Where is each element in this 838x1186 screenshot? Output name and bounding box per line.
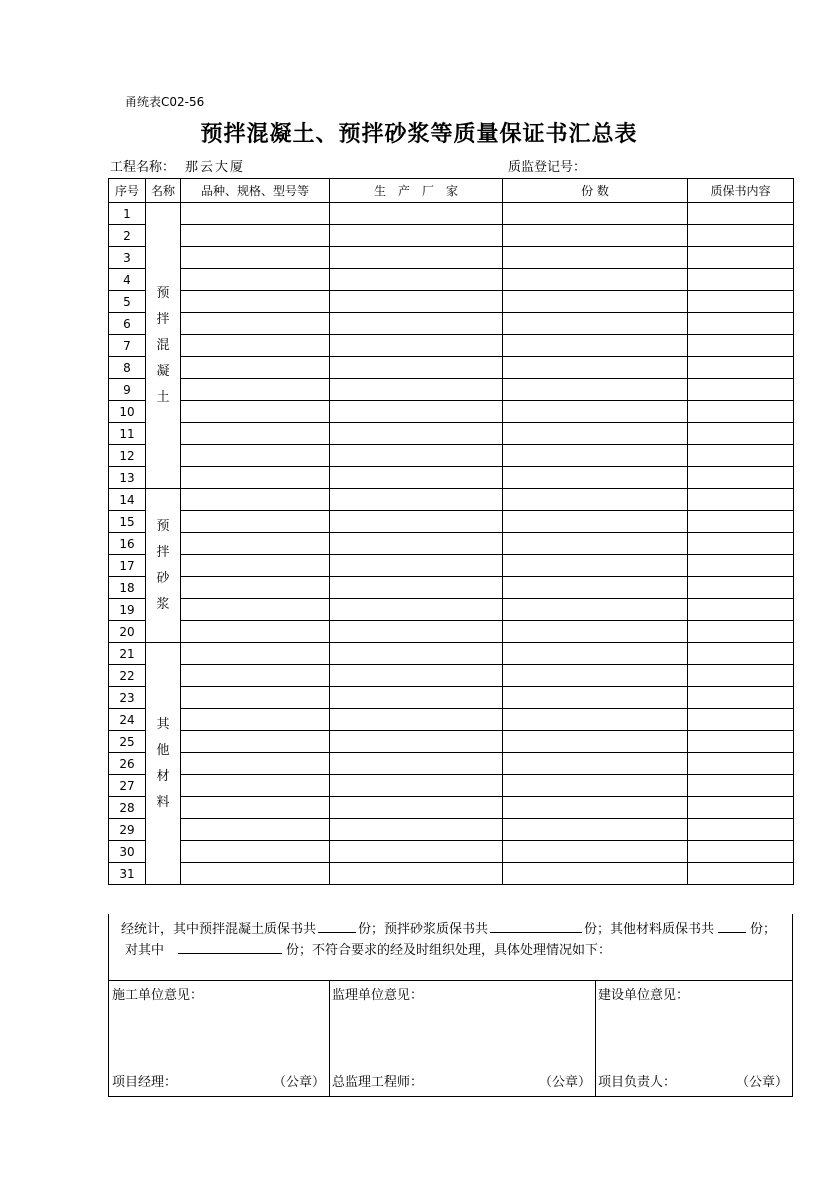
copies-cell[interactable] bbox=[503, 423, 688, 445]
mortar-count-blank[interactable] bbox=[490, 918, 582, 933]
table-row bbox=[109, 335, 794, 357]
spec-cell[interactable] bbox=[181, 335, 330, 357]
copies-cell[interactable] bbox=[503, 489, 688, 511]
copies-cell[interactable] bbox=[503, 533, 688, 555]
row-number: 11 bbox=[109, 423, 146, 445]
row-number: 15 bbox=[109, 511, 146, 533]
content-cell[interactable] bbox=[688, 863, 794, 885]
copies-cell[interactable] bbox=[503, 577, 688, 599]
nonconforming-count-blank[interactable] bbox=[178, 939, 282, 954]
table-row bbox=[109, 709, 794, 731]
owner-opinion-box[interactable] bbox=[595, 981, 792, 1096]
material-group-name bbox=[146, 643, 181, 885]
manufacturer-cell[interactable] bbox=[330, 841, 503, 863]
copies-cell[interactable] bbox=[503, 863, 688, 885]
manufacturer-cell[interactable] bbox=[330, 335, 503, 357]
content-cell[interactable] bbox=[688, 291, 794, 313]
table-row bbox=[109, 731, 794, 753]
manufacturer-cell[interactable] bbox=[330, 819, 503, 841]
spec-cell[interactable] bbox=[181, 313, 330, 335]
table-row bbox=[109, 313, 794, 335]
table-row bbox=[109, 357, 794, 379]
group-name-char: 凝 bbox=[156, 363, 170, 379]
row-number: 21 bbox=[109, 643, 146, 665]
manufacturer-cell[interactable] bbox=[330, 533, 503, 555]
spec-cell[interactable] bbox=[181, 555, 330, 577]
material-group-name bbox=[146, 489, 181, 643]
spec-cell[interactable] bbox=[181, 753, 330, 775]
row-number: 24 bbox=[109, 709, 146, 731]
supervision-seal: （公章） bbox=[538, 1075, 591, 1090]
project-name-row bbox=[110, 156, 245, 175]
registration-number-label: 质监登记号： bbox=[508, 160, 587, 175]
spec-cell[interactable] bbox=[181, 621, 330, 643]
table-header-row bbox=[109, 179, 794, 203]
spec-cell[interactable] bbox=[181, 401, 330, 423]
row-number: 12 bbox=[109, 445, 146, 467]
manufacturer-cell[interactable] bbox=[330, 489, 503, 511]
content-cell[interactable] bbox=[688, 489, 794, 511]
spec-cell[interactable] bbox=[181, 467, 330, 489]
copies-cell[interactable] bbox=[503, 291, 688, 313]
table-row bbox=[109, 269, 794, 291]
row-number: 20 bbox=[109, 621, 146, 643]
spec-cell[interactable] bbox=[181, 291, 330, 313]
table-row bbox=[109, 797, 794, 819]
manufacturer-cell[interactable] bbox=[330, 401, 503, 423]
copies-cell[interactable] bbox=[503, 247, 688, 269]
spec-cell[interactable] bbox=[181, 225, 330, 247]
content-cell[interactable] bbox=[688, 841, 794, 863]
statistics-line-2: 对其中 份；不符合要求的经及时组织处理，具体处理情况如下： bbox=[125, 939, 611, 958]
content-cell[interactable] bbox=[688, 819, 794, 841]
manufacturer-cell[interactable] bbox=[330, 775, 503, 797]
table-row bbox=[109, 819, 794, 841]
content-cell[interactable] bbox=[688, 467, 794, 489]
table-row bbox=[109, 511, 794, 533]
other-count-blank[interactable] bbox=[718, 918, 746, 933]
row-number: 4 bbox=[109, 269, 146, 291]
group-name-char: 预 bbox=[156, 285, 170, 301]
manufacturer-cell[interactable] bbox=[330, 511, 503, 533]
row-number: 10 bbox=[109, 401, 146, 423]
row-number: 22 bbox=[109, 665, 146, 687]
row-number: 28 bbox=[109, 797, 146, 819]
content-cell[interactable] bbox=[688, 753, 794, 775]
spec-cell[interactable] bbox=[181, 863, 330, 885]
content-cell[interactable] bbox=[688, 687, 794, 709]
row-number: 13 bbox=[109, 467, 146, 489]
manufacturer-cell[interactable] bbox=[330, 467, 503, 489]
row-number: 30 bbox=[109, 841, 146, 863]
manufacturer-cell[interactable] bbox=[330, 445, 503, 467]
manufacturer-cell[interactable] bbox=[330, 709, 503, 731]
manufacturer-cell[interactable] bbox=[330, 577, 503, 599]
copies-cell[interactable] bbox=[503, 731, 688, 753]
content-cell[interactable] bbox=[688, 533, 794, 555]
spec-cell[interactable] bbox=[181, 665, 330, 687]
table-row bbox=[109, 775, 794, 797]
copies-cell[interactable] bbox=[503, 643, 688, 665]
project-name-value: 那云大厦 bbox=[185, 160, 246, 175]
table-row bbox=[109, 687, 794, 709]
content-cell[interactable] bbox=[688, 203, 794, 225]
manufacturer-cell[interactable] bbox=[330, 291, 503, 313]
manufacturer-cell[interactable] bbox=[330, 687, 503, 709]
spec-cell[interactable] bbox=[181, 511, 330, 533]
table-row bbox=[109, 555, 794, 577]
manufacturer-cell[interactable] bbox=[330, 797, 503, 819]
table-row bbox=[109, 379, 794, 401]
table-row bbox=[109, 533, 794, 555]
group-name-char: 拌 bbox=[156, 311, 170, 327]
table-row bbox=[109, 863, 794, 885]
spec-cell[interactable] bbox=[181, 445, 330, 467]
row-number: 8 bbox=[109, 357, 146, 379]
content-cell[interactable] bbox=[688, 599, 794, 621]
document-code: 甬统表C02-56 bbox=[125, 95, 205, 109]
chief-supervisor-label: 总监理工程师： bbox=[332, 1075, 424, 1090]
copies-cell[interactable] bbox=[503, 269, 688, 291]
statistics-line-1: 经统计，其中预拌混凝土质保书共 份；预拌砂浆质保书共 份；其他材料质保书共 份； bbox=[121, 918, 776, 937]
material-group-name bbox=[146, 203, 181, 489]
row-number: 5 bbox=[109, 291, 146, 313]
manufacturer-cell[interactable] bbox=[330, 225, 503, 247]
row-number: 27 bbox=[109, 775, 146, 797]
group-name-char: 预 bbox=[156, 518, 170, 534]
spec-cell[interactable] bbox=[181, 797, 330, 819]
row-number: 14 bbox=[109, 489, 146, 511]
copies-cell[interactable] bbox=[503, 709, 688, 731]
spec-cell[interactable] bbox=[181, 533, 330, 555]
manufacturer-cell[interactable] bbox=[330, 643, 503, 665]
table-row bbox=[109, 225, 794, 247]
manufacturer-cell[interactable] bbox=[330, 731, 503, 753]
content-cell[interactable] bbox=[688, 423, 794, 445]
manufacturer-cell[interactable] bbox=[330, 379, 503, 401]
content-cell[interactable] bbox=[688, 709, 794, 731]
header-spec: 品种、规格、型号等 bbox=[181, 179, 330, 203]
row-number: 31 bbox=[109, 863, 146, 885]
content-cell[interactable] bbox=[688, 797, 794, 819]
content-cell[interactable] bbox=[688, 511, 794, 533]
group-name-char: 材 bbox=[156, 768, 170, 784]
table-row bbox=[109, 247, 794, 269]
manufacturer-cell[interactable] bbox=[330, 863, 503, 885]
manufacturer-cell[interactable] bbox=[330, 247, 503, 269]
spec-cell[interactable] bbox=[181, 357, 330, 379]
row-number: 23 bbox=[109, 687, 146, 709]
construction-seal: （公章） bbox=[272, 1075, 325, 1090]
spec-cell[interactable] bbox=[181, 643, 330, 665]
row-number: 1 bbox=[109, 203, 146, 225]
signature-section bbox=[108, 980, 793, 1097]
copies-cell[interactable] bbox=[503, 797, 688, 819]
content-cell[interactable] bbox=[688, 247, 794, 269]
copies-cell[interactable] bbox=[503, 445, 688, 467]
table-row bbox=[109, 291, 794, 313]
summary-table bbox=[108, 178, 794, 885]
spec-cell[interactable] bbox=[181, 379, 330, 401]
group-name-char: 砂 bbox=[156, 570, 170, 586]
row-number: 26 bbox=[109, 753, 146, 775]
copies-cell[interactable] bbox=[503, 335, 688, 357]
content-cell[interactable] bbox=[688, 555, 794, 577]
table-row bbox=[109, 203, 794, 225]
header-manufacturer: 生 产 厂 家 bbox=[330, 179, 503, 203]
supervision-opinion-label: 监理单位意见： bbox=[332, 988, 424, 1003]
manufacturer-cell[interactable] bbox=[330, 555, 503, 577]
copies-cell[interactable] bbox=[503, 665, 688, 687]
spec-cell[interactable] bbox=[181, 841, 330, 863]
group-name-char: 其 bbox=[156, 716, 170, 732]
header-content: 质保书内容 bbox=[688, 179, 794, 203]
content-cell[interactable] bbox=[688, 335, 794, 357]
copies-cell[interactable] bbox=[503, 555, 688, 577]
group-name-char: 他 bbox=[156, 742, 170, 758]
copies-cell[interactable] bbox=[503, 621, 688, 643]
copies-cell[interactable] bbox=[503, 379, 688, 401]
table-row bbox=[109, 665, 794, 687]
page-title: 预拌混凝土、预拌砂浆等质量保证书汇总表 bbox=[200, 122, 638, 147]
content-cell[interactable] bbox=[688, 445, 794, 467]
spec-cell[interactable] bbox=[181, 599, 330, 621]
spec-cell[interactable] bbox=[181, 247, 330, 269]
content-cell[interactable] bbox=[688, 313, 794, 335]
copies-cell[interactable] bbox=[503, 511, 688, 533]
content-cell[interactable] bbox=[688, 775, 794, 797]
row-number: 25 bbox=[109, 731, 146, 753]
spec-cell[interactable] bbox=[181, 687, 330, 709]
spec-cell[interactable] bbox=[181, 709, 330, 731]
content-cell[interactable] bbox=[688, 225, 794, 247]
table-row bbox=[109, 841, 794, 863]
row-number: 17 bbox=[109, 555, 146, 577]
content-cell[interactable] bbox=[688, 357, 794, 379]
spec-cell[interactable] bbox=[181, 819, 330, 841]
statistics-section bbox=[108, 914, 793, 981]
content-cell[interactable] bbox=[688, 401, 794, 423]
table-row bbox=[109, 599, 794, 621]
project-leader-label: 项目负责人： bbox=[598, 1075, 677, 1090]
content-cell[interactable] bbox=[688, 577, 794, 599]
manufacturer-cell[interactable] bbox=[330, 665, 503, 687]
row-number: 16 bbox=[109, 533, 146, 555]
concrete-count-blank[interactable] bbox=[318, 918, 356, 933]
spec-cell[interactable] bbox=[181, 577, 330, 599]
owner-seal: （公章） bbox=[735, 1075, 788, 1090]
table-row bbox=[109, 753, 794, 775]
row-number: 18 bbox=[109, 577, 146, 599]
supervision-opinion-box[interactable] bbox=[329, 981, 596, 1096]
row-number: 9 bbox=[109, 379, 146, 401]
copies-cell[interactable] bbox=[503, 599, 688, 621]
content-cell[interactable] bbox=[688, 621, 794, 643]
row-number: 2 bbox=[109, 225, 146, 247]
header-name: 名称 bbox=[146, 179, 181, 203]
copies-cell[interactable] bbox=[503, 203, 688, 225]
table-row bbox=[109, 643, 794, 665]
copies-cell[interactable] bbox=[503, 753, 688, 775]
group-name-char: 料 bbox=[156, 794, 170, 810]
copies-cell[interactable] bbox=[503, 313, 688, 335]
copies-cell[interactable] bbox=[503, 819, 688, 841]
content-cell[interactable] bbox=[688, 643, 794, 665]
copies-cell[interactable] bbox=[503, 467, 688, 489]
manufacturer-cell[interactable] bbox=[330, 423, 503, 445]
spec-cell[interactable] bbox=[181, 203, 330, 225]
manufacturer-cell[interactable] bbox=[330, 621, 503, 643]
content-cell[interactable] bbox=[688, 731, 794, 753]
copies-cell[interactable] bbox=[503, 225, 688, 247]
row-number: 6 bbox=[109, 313, 146, 335]
manufacturer-cell[interactable] bbox=[330, 269, 503, 291]
table-row bbox=[109, 577, 794, 599]
construction-opinion-box[interactable] bbox=[109, 981, 330, 1096]
spec-cell[interactable] bbox=[181, 269, 330, 291]
spec-cell[interactable] bbox=[181, 731, 330, 753]
copies-cell[interactable] bbox=[503, 401, 688, 423]
spec-cell[interactable] bbox=[181, 423, 330, 445]
project-manager-label: 项目经理： bbox=[112, 1075, 178, 1090]
row-number: 19 bbox=[109, 599, 146, 621]
row-number: 3 bbox=[109, 247, 146, 269]
header-copies: 份 数 bbox=[503, 179, 688, 203]
table-row bbox=[109, 621, 794, 643]
table-row bbox=[109, 423, 794, 445]
copies-cell[interactable] bbox=[503, 775, 688, 797]
project-name-label: 工程名称： bbox=[110, 160, 176, 175]
construction-opinion-label: 施工单位意见： bbox=[112, 988, 204, 1003]
table-row bbox=[109, 445, 794, 467]
spec-cell[interactable] bbox=[181, 775, 330, 797]
row-number: 29 bbox=[109, 819, 146, 841]
manufacturer-cell[interactable] bbox=[330, 357, 503, 379]
manufacturer-cell[interactable] bbox=[330, 203, 503, 225]
copies-cell[interactable] bbox=[503, 841, 688, 863]
table-row bbox=[109, 401, 794, 423]
manufacturer-cell[interactable] bbox=[330, 753, 503, 775]
spec-cell[interactable] bbox=[181, 489, 330, 511]
group-name-char: 混 bbox=[156, 337, 170, 353]
row-number: 7 bbox=[109, 335, 146, 357]
copies-cell[interactable] bbox=[503, 687, 688, 709]
owner-opinion-label: 建设单位意见： bbox=[598, 988, 690, 1003]
group-name-char: 拌 bbox=[156, 544, 170, 560]
table-row bbox=[109, 467, 794, 489]
content-cell[interactable] bbox=[688, 379, 794, 401]
content-cell[interactable] bbox=[688, 269, 794, 291]
manufacturer-cell[interactable] bbox=[330, 599, 503, 621]
manufacturer-cell[interactable] bbox=[330, 313, 503, 335]
copies-cell[interactable] bbox=[503, 357, 688, 379]
header-index: 序号 bbox=[109, 179, 146, 203]
group-name-char: 浆 bbox=[156, 596, 170, 612]
content-cell[interactable] bbox=[688, 665, 794, 687]
group-name-char: 土 bbox=[156, 389, 170, 405]
table-row bbox=[109, 489, 794, 511]
